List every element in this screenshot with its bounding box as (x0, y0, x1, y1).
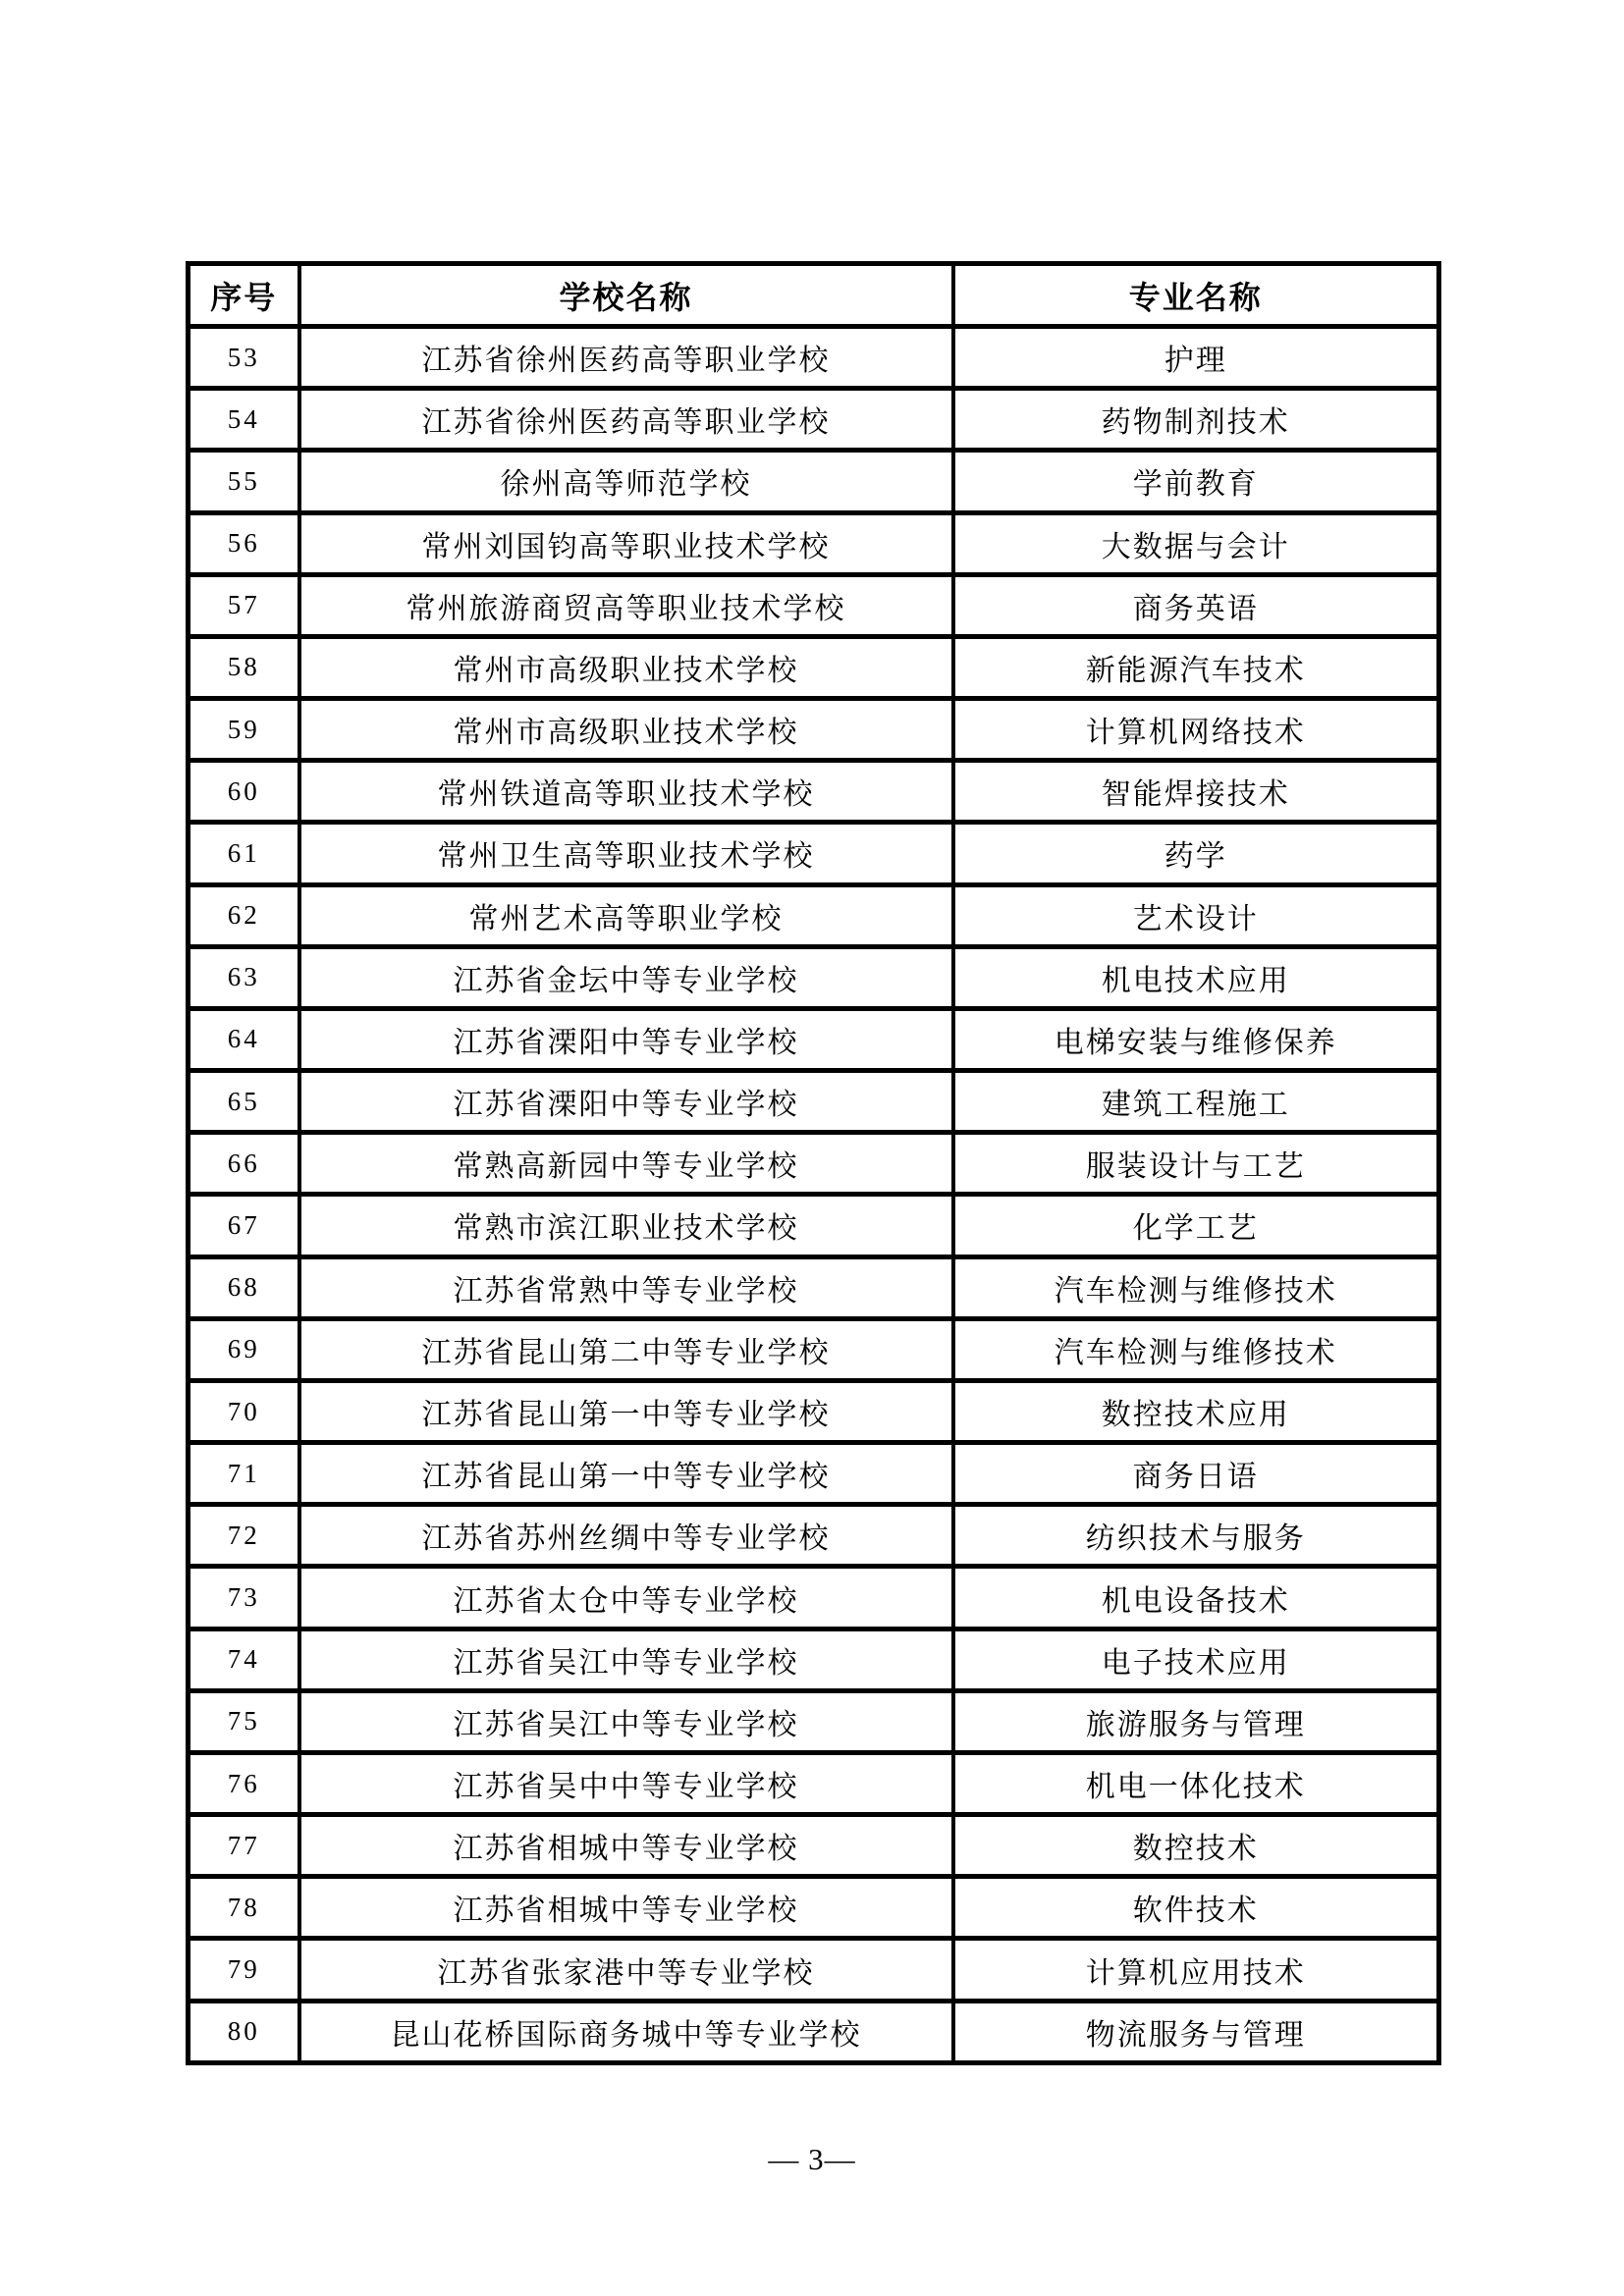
school-name-cell: 常州铁道高等职业技术学校 (299, 761, 953, 823)
row-number-cell: 80 (189, 2001, 299, 2062)
major-name-cell: 机电设备技术 (953, 1567, 1439, 1629)
table-row (189, 1815, 1439, 1877)
school-name-cell: 江苏省昆山第一中等专业学校 (299, 1443, 953, 1505)
school-name-cell: 江苏省徐州医药高等职业学校 (299, 327, 953, 389)
major-name-cell: 软件技术 (953, 1877, 1439, 1939)
row-number-cell: 68 (189, 1256, 299, 1318)
major-name-cell: 计算机网络技术 (953, 699, 1439, 761)
row-number-cell: 74 (189, 1629, 299, 1690)
school-name-cell: 常州旅游商贸高等职业技术学校 (299, 574, 953, 636)
school-name-cell: 江苏省相城中等专业学校 (299, 1877, 953, 1939)
table-body (189, 327, 1439, 2063)
major-name-cell: 艺术设计 (953, 884, 1439, 946)
row-number-cell: 66 (189, 1133, 299, 1195)
row-number-cell: 75 (189, 1690, 299, 1752)
table-row (189, 636, 1439, 698)
row-number-cell: 78 (189, 1877, 299, 1939)
row-number-cell: 70 (189, 1380, 299, 1442)
row-number-cell: 55 (189, 451, 299, 512)
school-name-cell: 常州刘国钧高等职业技术学校 (299, 512, 953, 574)
major-name-cell: 智能焊接技术 (953, 761, 1439, 823)
table-row (189, 1752, 1439, 1814)
school-name-cell: 江苏省溧阳中等专业学校 (299, 1008, 953, 1070)
major-name-cell: 化学工艺 (953, 1195, 1439, 1256)
major-name-cell: 汽车检测与维修技术 (953, 1256, 1439, 1318)
school-name-cell: 徐州高等师范学校 (299, 451, 953, 512)
table-row (189, 1318, 1439, 1380)
row-number-cell: 65 (189, 1071, 299, 1133)
school-name-cell: 常州市高级职业技术学校 (299, 699, 953, 761)
school-name-cell: 常州艺术高等职业学校 (299, 884, 953, 946)
row-number-cell: 73 (189, 1567, 299, 1629)
major-name-cell: 商务日语 (953, 1443, 1439, 1505)
row-number-cell: 54 (189, 389, 299, 451)
major-name-cell: 计算机应用技术 (953, 1939, 1439, 2001)
table-row (189, 1008, 1439, 1070)
table-row (189, 1629, 1439, 1690)
table-row (189, 512, 1439, 574)
major-name-cell: 汽车检测与维修技术 (953, 1318, 1439, 1380)
major-name-cell: 服装设计与工艺 (953, 1133, 1439, 1195)
school-name-cell: 江苏省相城中等专业学校 (299, 1815, 953, 1877)
row-number-cell: 59 (189, 699, 299, 761)
table-row (189, 1195, 1439, 1256)
table-row (189, 451, 1439, 512)
row-number-cell: 60 (189, 761, 299, 823)
major-name-cell: 大数据与会计 (953, 512, 1439, 574)
school-name-cell: 江苏省吴江中等专业学校 (299, 1690, 953, 1752)
major-name-cell: 旅游服务与管理 (953, 1690, 1439, 1752)
table-row (189, 327, 1439, 389)
header-serial-number: 序号 (189, 264, 299, 327)
table-row (189, 1380, 1439, 1442)
major-name-cell: 药物制剂技术 (953, 389, 1439, 451)
table-row (189, 574, 1439, 636)
row-number-cell: 64 (189, 1008, 299, 1070)
major-name-cell: 商务英语 (953, 574, 1439, 636)
major-name-cell: 物流服务与管理 (953, 2001, 1439, 2062)
school-name-cell: 江苏省徐州医药高等职业学校 (299, 389, 953, 451)
row-number-cell: 56 (189, 512, 299, 574)
table-row (189, 389, 1439, 451)
row-number-cell: 67 (189, 1195, 299, 1256)
row-number-cell: 71 (189, 1443, 299, 1505)
table-row (189, 1505, 1439, 1567)
table-row (189, 1071, 1439, 1133)
major-name-cell: 学前教育 (953, 451, 1439, 512)
table-row (189, 2001, 1439, 2062)
school-name-cell: 常熟高新园中等专业学校 (299, 1133, 953, 1195)
major-name-cell: 机电一体化技术 (953, 1752, 1439, 1814)
table-row (189, 946, 1439, 1008)
school-name-cell: 江苏省张家港中等专业学校 (299, 1939, 953, 2001)
major-name-cell: 电子技术应用 (953, 1629, 1439, 1690)
school-name-cell: 常熟市滨江职业技术学校 (299, 1195, 953, 1256)
header-school-name: 学校名称 (299, 264, 953, 327)
table-row (189, 699, 1439, 761)
table-row (189, 761, 1439, 823)
row-number-cell: 53 (189, 327, 299, 389)
school-name-cell: 江苏省常熟中等专业学校 (299, 1256, 953, 1318)
major-name-cell: 电梯安装与维修保养 (953, 1008, 1439, 1070)
row-number-cell: 62 (189, 884, 299, 946)
major-name-cell: 数控技术 (953, 1815, 1439, 1877)
major-name-cell: 药学 (953, 823, 1439, 884)
table-row (189, 1443, 1439, 1505)
major-name-cell: 护理 (953, 327, 1439, 389)
school-name-cell: 常州卫生高等职业技术学校 (299, 823, 953, 884)
row-number-cell: 58 (189, 636, 299, 698)
header-major-name: 专业名称 (953, 264, 1439, 327)
major-name-cell: 纺织技术与服务 (953, 1505, 1439, 1567)
table-row (189, 823, 1439, 884)
school-major-table (186, 261, 1441, 2065)
table-row (189, 1939, 1439, 2001)
row-number-cell: 69 (189, 1318, 299, 1380)
table-row (189, 1256, 1439, 1318)
school-name-cell: 江苏省金坛中等专业学校 (299, 946, 953, 1008)
school-name-cell: 江苏省吴江中等专业学校 (299, 1629, 953, 1690)
school-name-cell: 江苏省苏州丝绸中等专业学校 (299, 1505, 953, 1567)
row-number-cell: 57 (189, 574, 299, 636)
school-name-cell: 江苏省溧阳中等专业学校 (299, 1071, 953, 1133)
row-number-cell: 76 (189, 1752, 299, 1814)
major-name-cell: 建筑工程施工 (953, 1071, 1439, 1133)
row-number-cell: 79 (189, 1939, 299, 2001)
major-name-cell: 机电技术应用 (953, 946, 1439, 1008)
page-number: — 3— (768, 2142, 856, 2176)
row-number-cell: 61 (189, 823, 299, 884)
school-name-cell: 江苏省昆山第二中等专业学校 (299, 1318, 953, 1380)
table-row (189, 884, 1439, 946)
school-name-cell: 常州市高级职业技术学校 (299, 636, 953, 698)
table-row (189, 1877, 1439, 1939)
table-row (189, 1567, 1439, 1629)
table-row (189, 1690, 1439, 1752)
table-header-row (189, 264, 1439, 327)
school-name-cell: 江苏省昆山第一中等专业学校 (299, 1380, 953, 1442)
school-name-cell: 江苏省吴中中等专业学校 (299, 1752, 953, 1814)
row-number-cell: 72 (189, 1505, 299, 1567)
table-row (189, 1133, 1439, 1195)
row-number-cell: 63 (189, 946, 299, 1008)
school-name-cell: 昆山花桥国际商务城中等专业学校 (299, 2001, 953, 2062)
major-name-cell: 数控技术应用 (953, 1380, 1439, 1442)
row-number-cell: 77 (189, 1815, 299, 1877)
major-name-cell: 新能源汽车技术 (953, 636, 1439, 698)
school-name-cell: 江苏省太仓中等专业学校 (299, 1567, 953, 1629)
